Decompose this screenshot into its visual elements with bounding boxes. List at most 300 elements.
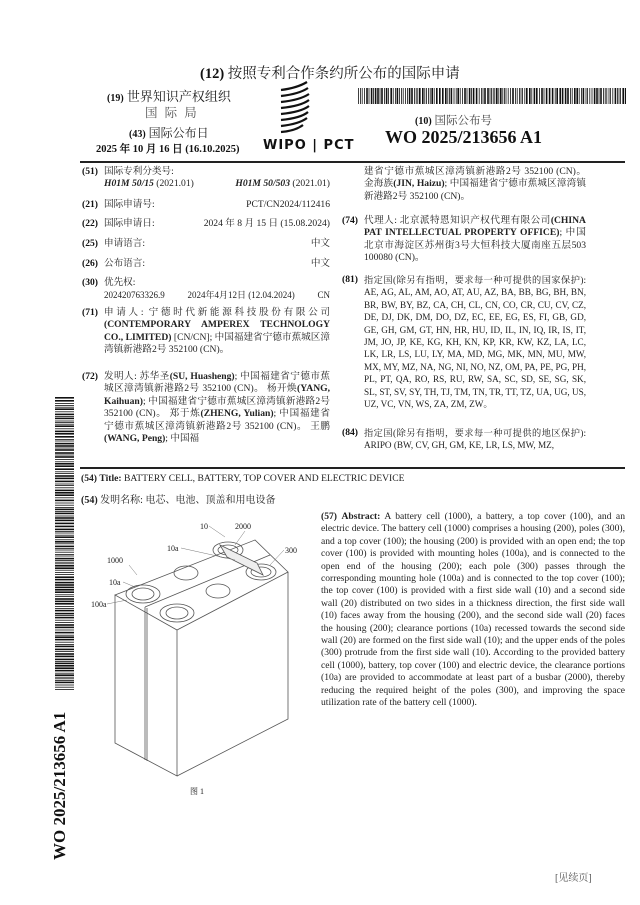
barcode-bar <box>55 405 74 406</box>
barcode-bar <box>55 644 74 645</box>
barcode-bar <box>55 584 74 586</box>
barcode-bar <box>565 88 567 104</box>
barcode-bar <box>439 88 441 104</box>
barcode-bar <box>373 88 374 104</box>
app-date-label: 国际申请日: <box>104 218 155 229</box>
barcode-bar <box>529 88 531 104</box>
barcode-bar <box>55 416 74 417</box>
field-25-filing-lang <box>82 238 330 250</box>
barcode-bar <box>55 574 74 575</box>
barcode-bar <box>55 656 74 658</box>
barcode-bar <box>606 88 607 104</box>
barcode-bar <box>55 572 74 573</box>
barcode-bar <box>570 88 571 104</box>
ipc-label: 国际专利分类号: <box>104 166 174 177</box>
ipc-class-1: H01M 50/15 <box>104 178 154 190</box>
barcode-bar <box>457 88 459 104</box>
applicant-cn: 申请人: 宁德时代新能源科技股份有限公司 <box>104 307 330 318</box>
barcode-bar <box>612 88 613 104</box>
barcode-bar <box>521 88 522 104</box>
continued-note: [见续页] <box>555 873 592 884</box>
label-10: 10 <box>200 522 208 531</box>
pub-date-label <box>129 124 209 141</box>
barcode-bar <box>517 88 518 104</box>
barcode-bar <box>562 88 564 104</box>
barcode-bar <box>55 601 74 603</box>
barcode-bar <box>55 471 74 472</box>
barcode-bar <box>599 88 600 104</box>
barcode-bar <box>411 88 413 104</box>
barcode-bar <box>55 670 74 672</box>
barcode-bar <box>386 88 388 104</box>
barcode-bar <box>55 579 74 581</box>
inventor-address: ; 中国福建省宁德市蕉城区漳湾镇新港路2号 352100 (CN)。 <box>364 178 586 202</box>
barcode-bar <box>55 651 74 652</box>
barcode-bar <box>55 536 74 538</box>
barcode-bar <box>586 88 587 104</box>
barcode-bar <box>55 596 74 597</box>
barcode-bar <box>390 88 392 104</box>
barcode-bar <box>55 465 74 467</box>
barcode-bar <box>380 88 381 104</box>
barcode-bar <box>55 535 74 536</box>
barcode-bar <box>55 443 74 445</box>
barcode-bar <box>55 665 74 667</box>
barcode-bar <box>55 520 74 522</box>
barcode-bar <box>55 603 74 605</box>
field-21-app-no <box>82 199 330 211</box>
barcode-bar <box>456 88 457 104</box>
barcode-bar <box>55 560 74 561</box>
barcode-bar <box>479 88 480 104</box>
title-en <box>81 473 404 484</box>
label-300: 300 <box>285 546 297 555</box>
field-30-priority <box>82 277 330 302</box>
title-cn-value: 电芯、电池、顶盖和用电设备 <box>145 495 276 506</box>
barcode-bar <box>55 500 74 502</box>
barcode-bar <box>587 88 588 104</box>
barcode-bar <box>579 88 580 104</box>
barcode-bar <box>55 589 74 591</box>
barcode-bar <box>625 88 626 104</box>
barcode-bar <box>55 425 74 427</box>
barcode-bar <box>476 88 478 104</box>
barcode-bar <box>430 88 431 104</box>
ipc-code: (51) <box>82 166 98 177</box>
pub-lang-value: 中文 <box>310 258 330 269</box>
barcode-bar <box>619 88 620 104</box>
doc-type-text: 按照专利合作条约所公布的国际申请 <box>227 66 460 82</box>
barcode-bar <box>502 88 503 104</box>
barcode-bar <box>596 88 598 104</box>
barcode-bar <box>55 598 74 600</box>
barcode-bar <box>55 639 74 641</box>
barcode-bar <box>449 88 450 104</box>
barcode-bar <box>393 88 394 104</box>
barcode-bar <box>371 88 373 104</box>
app-no-value: PCT/CN2024/112416 <box>246 199 330 210</box>
inventor-address: 建省宁德市蕉城区漳湾镇新港路2号 352100 (CN)。 金海族 <box>364 166 586 190</box>
title-value: BATTERY CELL, BATTERY, TOP COVER AND ELECTRIC DEVICE <box>124 473 405 484</box>
barcode-bar <box>55 556 74 557</box>
top-barcode-icon <box>358 88 626 104</box>
inventor-name: (WANG, Peng) <box>104 433 166 445</box>
barcode-bar <box>55 516 74 517</box>
abstract <box>321 511 625 710</box>
designated-national-code: (81) <box>342 274 358 285</box>
barcode-bar <box>55 449 74 451</box>
barcode-bar <box>55 503 74 504</box>
inventor-address: ; 中国福建省宁德市蕉城区漳湾镇新港路2号 352100 (CN)。 杨开焕 <box>104 371 330 395</box>
header-divider <box>80 161 625 163</box>
applicant-address: [CN/CN]; 中国福建省宁德市蕉城区漳湾镇新港路2号 352100 (CN)。 <box>104 331 330 356</box>
barcode-bar <box>471 88 472 104</box>
barcode-bar <box>55 523 74 525</box>
barcode-bar <box>397 88 399 104</box>
barcode-bar <box>531 88 532 104</box>
figure-caption: 图 1 <box>190 787 204 796</box>
barcode-bar <box>55 617 74 619</box>
barcode-bar <box>55 582 74 584</box>
barcode-bar <box>603 88 604 104</box>
barcode-bar <box>399 88 400 104</box>
barcode-bar <box>55 481 74 483</box>
barcode-bar <box>395 88 396 104</box>
barcode-bar <box>55 531 74 532</box>
barcode-bar <box>55 456 74 458</box>
barcode-bar <box>55 459 74 460</box>
barcode-bar <box>55 659 74 661</box>
agent-cn: 代理人: 北京派特恩知识产权代理有限公司 <box>364 215 551 226</box>
barcode-bar <box>360 88 361 104</box>
barcode-bar <box>403 88 404 104</box>
barcode-bar <box>417 88 418 104</box>
barcode-bar <box>460 88 461 104</box>
barcode-bar <box>534 88 536 104</box>
barcode-bar <box>594 88 596 104</box>
barcode-bar <box>55 407 74 408</box>
barcode-bar <box>55 565 74 567</box>
app-date-value: 2024 年 8 月 15 日 (15.08.2024) <box>203 218 330 229</box>
barcode-bar <box>55 422 74 423</box>
barcode-bar <box>610 88 611 104</box>
barcode-bar <box>454 88 455 104</box>
pub-lang-label: 公布语言: <box>104 258 146 269</box>
abstract-text: A battery cell (1000), a battery, a top cover (100), and an electric device. The battery cell (1000) comprises a housing (200), poles (300), and a top cover (100); the housing (200) is provided with an open end; the top cover (100) is provided with mounting holes (100a), and is connected to the open end of the housing (200); each pole (300) passes through the corresponding mounting hole (100a) and is connected to the top cover (100); the top cover (100) is provided with a first side wall (10) and a second side wall (20) distributed on two sides in a thickness direction, the first side wall (10) faces away from the housing (200), and the second side wall (20) faces the housing (200); clearance portions (10a) recessed towards the second side wall (20) are formed on the first side wall (10); and the upper ends of the poles (300) protrude from the first side wall (10). According to the provided battery cell (1000), battery, top cover (100) and electric device, the clearance portions (10a) are provided to accommodate at least part of a busbar (2000), thereby reducing the required height of the poles (300), and improving the space utilization rate of the battery cell (1000). <box>321 511 625 709</box>
barcode-bar <box>556 88 558 104</box>
org-bureau: 国 际 局 <box>145 106 199 120</box>
barcode-bar <box>600 88 602 104</box>
barcode-bar <box>55 673 74 674</box>
barcode-bar <box>426 88 427 104</box>
barcode-bar <box>567 88 569 104</box>
label-100a: 100a <box>91 600 107 609</box>
barcode-bar <box>424 88 425 104</box>
barcode-bar <box>526 88 528 104</box>
barcode-bar <box>574 88 576 104</box>
inventor-address: ; 中国福建省宁德市蕉城区漳湾镇新港路2号 352100 (CN)。 郑于炼 <box>104 395 330 420</box>
barcode-bar <box>498 88 499 104</box>
designated-regional-text: 指定国(除另有指明，要求每一种可提供的地区保护): ARIPO (BW, CV, GH, GM, KE, LR, LS, MW, MZ, <box>364 428 586 451</box>
barcode-bar <box>515 88 516 104</box>
barcode-bar <box>55 400 74 402</box>
barcode-bar <box>55 507 74 508</box>
barcode-bar <box>55 620 74 621</box>
barcode-bar <box>55 630 74 631</box>
barcode-bar <box>576 88 578 104</box>
doc-type-code: (12) <box>200 66 225 82</box>
barcode-bar <box>55 439 74 440</box>
barcode-bar <box>55 558 74 560</box>
barcode-bar <box>55 685 74 686</box>
barcode-bar <box>414 88 415 104</box>
barcode-bar <box>55 403 74 404</box>
barcode-bar <box>55 418 74 420</box>
barcode-bar <box>55 408 74 410</box>
barcode-bar <box>55 546 74 548</box>
barcode-bar <box>55 433 74 435</box>
barcode-bar <box>55 461 74 462</box>
ipc-date-2: (2021.01) <box>292 178 330 190</box>
title-label: Title: <box>99 473 122 484</box>
barcode-bar <box>55 674 74 676</box>
barcode-bar <box>555 88 556 104</box>
barcode-bar <box>55 424 74 425</box>
field-26-pub-lang <box>82 258 330 270</box>
barcode-bar <box>55 428 74 429</box>
barcode-bar <box>55 636 74 638</box>
barcode-bar <box>55 562 74 563</box>
barcode-bar <box>388 88 389 104</box>
barcode-bar <box>549 88 551 104</box>
barcode-bar <box>483 88 484 104</box>
ipc-date-1: (2021.01) <box>156 178 194 190</box>
barcode-bar <box>55 642 74 643</box>
barcode-bar <box>416 88 417 104</box>
field-84-designated-regional <box>342 427 586 452</box>
priority-country: CN <box>317 290 330 301</box>
barcode-bar <box>620 88 621 104</box>
barcode-bar <box>546 88 548 104</box>
barcode-bar <box>55 431 74 433</box>
pub-date-code: (43) <box>129 129 146 140</box>
agent-address: ; 中国北京市海淀区苏州街3号大恒科技大厦南座五层503 100080 (CN)。 <box>364 227 586 264</box>
field-71-applicant <box>82 307 330 357</box>
barcode-bar <box>55 576 74 578</box>
barcode-bar <box>504 88 505 104</box>
barcode-bar <box>500 88 502 104</box>
inventor-prefix: 发明人: 苏华圣 <box>104 371 170 382</box>
field-81-designated-national <box>342 274 586 410</box>
priority-label: 优先权: <box>104 277 136 288</box>
barcode-bar <box>493 88 494 104</box>
inventor-name: (JIN, Haizu) <box>393 178 445 190</box>
barcode-bar <box>484 88 486 104</box>
barcode-bar <box>55 452 74 454</box>
abstract-label: Abstract: <box>341 511 381 522</box>
barcode-bar <box>55 513 74 515</box>
barcode-bar <box>605 88 606 104</box>
wipo-logo-icon <box>275 78 335 140</box>
barcode-bar <box>55 492 74 494</box>
app-date-code: (22) <box>82 218 98 229</box>
barcode-bar <box>592 88 593 104</box>
barcode-bar <box>55 615 74 616</box>
barcode-bar <box>375 88 377 104</box>
barcode-bar <box>384 88 385 104</box>
barcode-bar <box>55 663 74 665</box>
barcode-bar <box>622 88 624 104</box>
field-72-inventors <box>82 371 330 445</box>
barcode-bar <box>55 421 74 422</box>
barcode-bar <box>539 88 540 104</box>
field-74-agent <box>342 215 586 265</box>
barcode-bar <box>55 610 74 612</box>
title-code: (54) <box>81 473 97 484</box>
barcode-bar <box>55 541 74 543</box>
applicant-code: (71) <box>82 307 98 318</box>
barcode-bar <box>572 88 573 104</box>
inventors-code: (72) <box>82 371 98 382</box>
barcode-bar <box>55 497 74 498</box>
barcode-bar <box>55 509 74 511</box>
barcode-bar <box>508 88 509 104</box>
barcode-bar <box>55 552 74 553</box>
agent-code: (74) <box>342 215 358 226</box>
label-10a-left: 10a <box>109 578 121 587</box>
barcode-bar <box>494 88 495 104</box>
field-51-ipc <box>82 166 330 191</box>
barcode-bar <box>496 88 498 104</box>
barcode-bar <box>589 88 590 104</box>
barcode-bar <box>409 88 411 104</box>
pub-date: 2025 年 10 月 16 日 (16.10.2025) <box>96 144 240 155</box>
barcode-bar <box>55 587 74 589</box>
label-1000: 1000 <box>107 556 123 565</box>
label-10a-top: 10a <box>167 544 179 553</box>
inventor-address: ; 中国福 <box>165 433 200 445</box>
barcode-bar <box>544 88 545 104</box>
barcode-bar <box>55 543 74 544</box>
barcode-bar <box>55 627 74 629</box>
priority-number: 202420763326.9 <box>104 290 165 301</box>
inventor-name: (YANG, Kaihuan) <box>104 383 330 407</box>
barcode-bar <box>55 649 74 651</box>
barcode-bar <box>55 478 74 480</box>
side-barcode-icon <box>55 397 74 691</box>
barcode-bar <box>522 88 523 104</box>
barcode-bar <box>447 88 448 104</box>
org-code: (19) <box>107 93 124 104</box>
barcode-bar <box>377 88 379 104</box>
ipc-class-2: H01M 50/503 <box>235 178 291 190</box>
barcode-bar <box>487 88 489 104</box>
barcode-bar <box>55 677 74 678</box>
pub-no-label <box>415 112 492 128</box>
barcode-bar <box>55 526 74 528</box>
barcode-bar <box>55 689 74 690</box>
barcode-bar <box>506 88 507 104</box>
barcode-bar <box>615 88 617 104</box>
barcode-bar <box>55 505 74 506</box>
inventors-continued <box>342 166 586 203</box>
barcode-bar <box>407 88 408 104</box>
barcode-bar <box>55 441 74 442</box>
barcode-bar <box>512 88 514 104</box>
barcode-bar <box>442 88 444 104</box>
barcode-bar <box>401 88 402 104</box>
barcode-bar <box>434 88 435 104</box>
barcode-bar <box>55 661 74 662</box>
barcode-bar <box>55 632 74 634</box>
inventor-name: (SU, Huasheng) <box>169 371 235 382</box>
abstract-code: (57) <box>321 511 337 522</box>
title-cn-label: 发明名称: <box>100 495 143 506</box>
battery-cell-figure <box>85 515 315 805</box>
filing-lang-code: (25) <box>82 238 98 249</box>
barcode-bar <box>55 613 74 615</box>
barcode-bar <box>473 88 475 104</box>
app-no-code: (21) <box>82 199 98 210</box>
org-name-text: 世界知识产权组织 <box>126 89 231 104</box>
barcode-bar <box>366 88 368 104</box>
priority-code: (30) <box>82 277 98 288</box>
barcode-bar <box>358 88 359 104</box>
barcode-bar <box>55 473 74 474</box>
title-divider <box>80 467 625 469</box>
barcode-bar <box>552 88 554 104</box>
barcode-bar <box>451 88 453 104</box>
barcode-bar <box>55 591 74 593</box>
barcode-bar <box>55 653 74 655</box>
wipo-pct-logo-text: WIPO | PCT <box>263 138 355 153</box>
inventor-name: (ZHENG, Yulian) <box>200 408 274 420</box>
barcode-bar <box>55 622 74 623</box>
barcode-bar <box>436 88 438 104</box>
barcode-bar <box>581 88 582 104</box>
barcode-bar <box>541 88 543 104</box>
barcode-bar <box>490 88 491 104</box>
barcode-bar <box>55 567 74 569</box>
barcode-bar <box>469 88 471 104</box>
barcode-bar <box>381 88 383 104</box>
priority-date: 2024年4月12日 (12.04.2024) <box>187 290 295 301</box>
barcode-bar <box>519 88 520 104</box>
filing-lang-label: 申请语言: <box>104 238 146 249</box>
barcode-bar <box>422 88 424 104</box>
title-cn-code: (54) <box>81 495 98 506</box>
barcode-bar <box>369 88 370 104</box>
barcode-bar <box>55 414 74 416</box>
pub-lang-code: (26) <box>82 258 98 269</box>
barcode-bar <box>55 646 74 648</box>
barcode-bar <box>55 687 74 688</box>
barcode-bar <box>55 463 74 465</box>
field-22-app-date <box>82 218 330 230</box>
barcode-bar <box>55 594 74 595</box>
barcode-bar <box>445 88 447 104</box>
barcode-bar <box>55 484 74 485</box>
barcode-bar <box>55 680 74 681</box>
barcode-bar <box>55 635 74 636</box>
barcode-bar <box>55 411 74 412</box>
barcode-bar <box>405 88 406 104</box>
barcode-bar <box>55 445 74 447</box>
barcode-bar <box>55 494 74 496</box>
barcode-bar <box>55 570 74 571</box>
side-pub-number: WO 2025/213656 A1 <box>50 711 69 860</box>
barcode-bar <box>55 397 74 399</box>
